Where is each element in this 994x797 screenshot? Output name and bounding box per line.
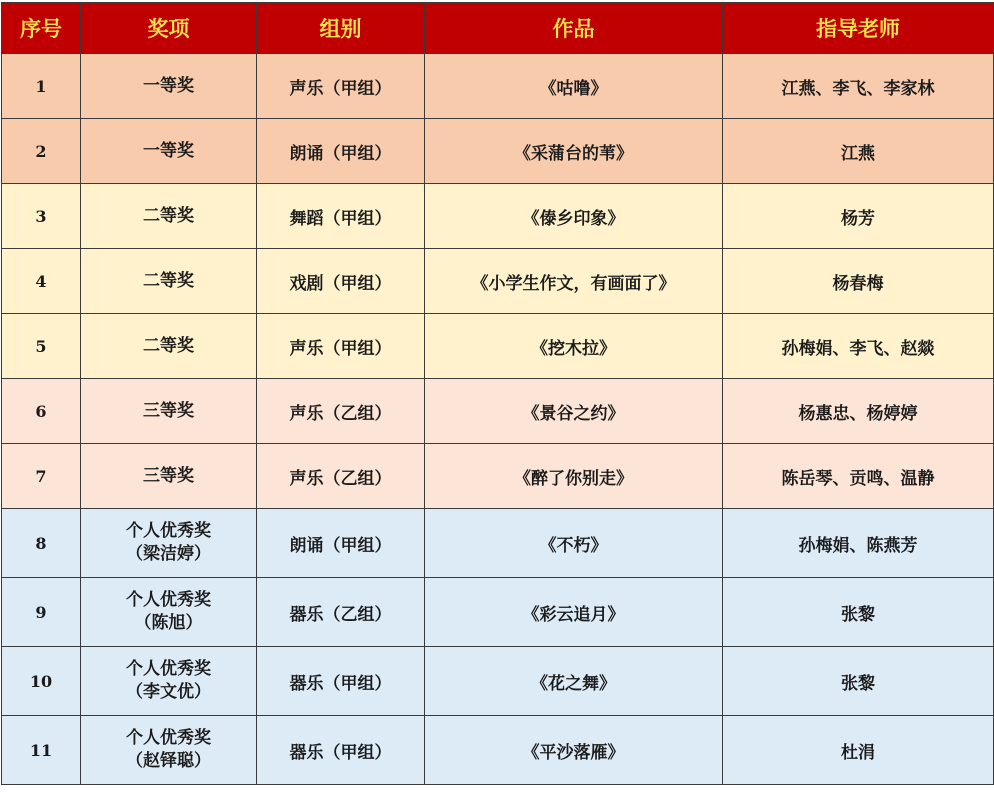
cell-teacher: 张黎	[723, 578, 994, 647]
cell-index: 1	[2, 54, 81, 119]
cell-work: 《花之舞》	[425, 647, 723, 716]
award-recipient: （李文优）	[126, 682, 211, 702]
cell-teacher: 杨芳	[723, 184, 994, 249]
cell-index: 7	[2, 444, 81, 509]
cell-index: 6	[2, 379, 81, 444]
cell-award	[81, 184, 257, 249]
cell-teacher: 江燕	[723, 119, 994, 184]
cell-teacher: 江燕、李飞、李家林	[723, 54, 994, 119]
cell-award	[81, 119, 257, 184]
cell-teacher: 杜涓	[723, 716, 994, 785]
table-row	[2, 716, 994, 785]
table-row	[2, 249, 994, 314]
cell-group: 朗诵（甲组）	[257, 119, 425, 184]
cell-index: 3	[2, 184, 81, 249]
cell-index: 5	[2, 314, 81, 379]
table-row	[2, 509, 994, 578]
table-body	[2, 54, 994, 785]
award-name: 一等奖	[143, 140, 194, 161]
cell-award	[81, 509, 257, 578]
award-name: 个人优秀奖	[126, 521, 211, 541]
cell-teacher: 陈岳琴、贡鸣、温静	[723, 444, 994, 509]
cell-teacher: 杨惠忠、杨婷婷	[723, 379, 994, 444]
table-row	[2, 119, 994, 184]
cell-teacher: 孙梅娟、陈燕芳	[723, 509, 994, 578]
cell-group: 戏剧（甲组）	[257, 249, 425, 314]
cell-group: 声乐（乙组）	[257, 379, 425, 444]
header-award: 奖项	[81, 3, 257, 54]
award-name: 个人优秀奖	[126, 728, 211, 748]
cell-work: 《采蒲台的苇》	[425, 119, 723, 184]
cell-teacher: 杨春梅	[723, 249, 994, 314]
cell-work: 《平沙落雁》	[425, 716, 723, 785]
header-index: 序号	[2, 3, 81, 54]
cell-work: 《不朽》	[425, 509, 723, 578]
cell-award	[81, 444, 257, 509]
table-row	[2, 184, 994, 249]
cell-work: 《景谷之约》	[425, 379, 723, 444]
award-name: 二等奖	[143, 205, 194, 226]
cell-group: 声乐（甲组）	[257, 314, 425, 379]
award-recipient: （赵铎聪）	[126, 751, 211, 771]
table-row	[2, 578, 994, 647]
cell-group: 器乐（甲组）	[257, 716, 425, 785]
award-name: 三等奖	[143, 400, 194, 421]
award-recipient: （陈旭）	[134, 613, 203, 633]
award-results-table	[1, 2, 994, 785]
cell-award	[81, 314, 257, 379]
cell-work: 《傣乡印象》	[425, 184, 723, 249]
cell-work: 《挖木拉》	[425, 314, 723, 379]
cell-index: 2	[2, 119, 81, 184]
cell-group: 器乐（甲组）	[257, 647, 425, 716]
cell-group: 器乐（乙组）	[257, 578, 425, 647]
table-row	[2, 314, 994, 379]
cell-index: 11	[2, 716, 81, 785]
cell-work: 《彩云追月》	[425, 578, 723, 647]
cell-teacher: 孙梅娟、李飞、赵燚	[723, 314, 994, 379]
award-name: 二等奖	[143, 335, 194, 356]
cell-work: 《醉了你别走》	[425, 444, 723, 509]
cell-award	[81, 249, 257, 314]
header-work: 作品	[425, 3, 723, 54]
cell-index: 9	[2, 578, 81, 647]
table-row	[2, 444, 994, 509]
table-row	[2, 379, 994, 444]
cell-teacher: 张黎	[723, 647, 994, 716]
cell-award	[81, 647, 257, 716]
cell-award	[81, 54, 257, 119]
award-name: 个人优秀奖	[126, 590, 211, 610]
cell-work: 《咕噜》	[425, 54, 723, 119]
award-name: 二等奖	[143, 270, 194, 291]
award-name: 个人优秀奖	[126, 659, 211, 679]
header-row	[2, 3, 994, 54]
cell-award	[81, 578, 257, 647]
cell-index: 8	[2, 509, 81, 578]
cell-group: 声乐（甲组）	[257, 54, 425, 119]
table-row	[2, 54, 994, 119]
award-name: 三等奖	[143, 465, 194, 486]
cell-index: 10	[2, 647, 81, 716]
award-recipient: （梁洁婷）	[126, 544, 211, 564]
cell-award	[81, 379, 257, 444]
cell-group: 舞蹈（甲组）	[257, 184, 425, 249]
header-group: 组别	[257, 3, 425, 54]
cell-group: 朗诵（甲组）	[257, 509, 425, 578]
table-row	[2, 647, 994, 716]
header-teacher: 指导老师	[723, 3, 994, 54]
cell-group: 声乐（乙组）	[257, 444, 425, 509]
cell-index: 4	[2, 249, 81, 314]
cell-award	[81, 716, 257, 785]
cell-work: 《小学生作文，有画面了》	[425, 249, 723, 314]
award-name: 一等奖	[143, 75, 194, 96]
